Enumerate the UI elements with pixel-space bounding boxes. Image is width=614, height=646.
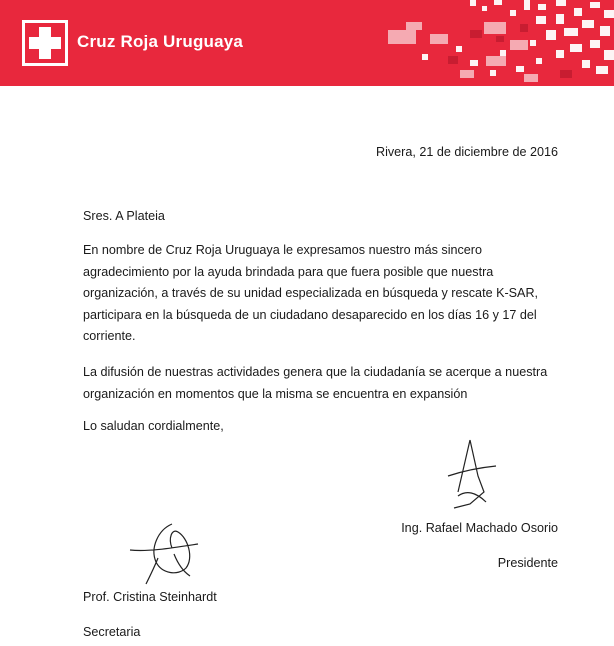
signatory-role: Secretaria [83,625,141,639]
letter-paragraph: En nombre de Cruz Roja Uruguaya le expresamos nuestro más sincero agradecimiento por la ayuda brindada para que fuera posible que nuestra organización, a través de su unidad especializada en búsqueda y rescate K-SAR, participara en la búsqueda de un ciudadano desaparecido en los días 16 y 17 del corriente. [83,243,539,343]
signatory-name: Ing. Rafael Machado Osorio [401,521,558,535]
signature-president [440,436,500,512]
signatory-role: Presidente [497,556,558,570]
signatory-name: Prof. Cristina Steinhardt [83,590,217,604]
letter-salutation: Sres. A Plateia [83,209,165,223]
organization-name: Cruz Roja Uruguaya [77,32,244,51]
letter-closing: Lo saludan cordialmente, [83,419,224,433]
signature-secretary [128,518,208,590]
letter-date: Rivera, 21 de diciembre de 2016 [375,145,558,159]
letter-paragraph: La difusión de nuestras actividades genera que la ciudadanía se acerque a nuestra organización en momentos que la misma se encuentra en expansión [83,365,548,401]
